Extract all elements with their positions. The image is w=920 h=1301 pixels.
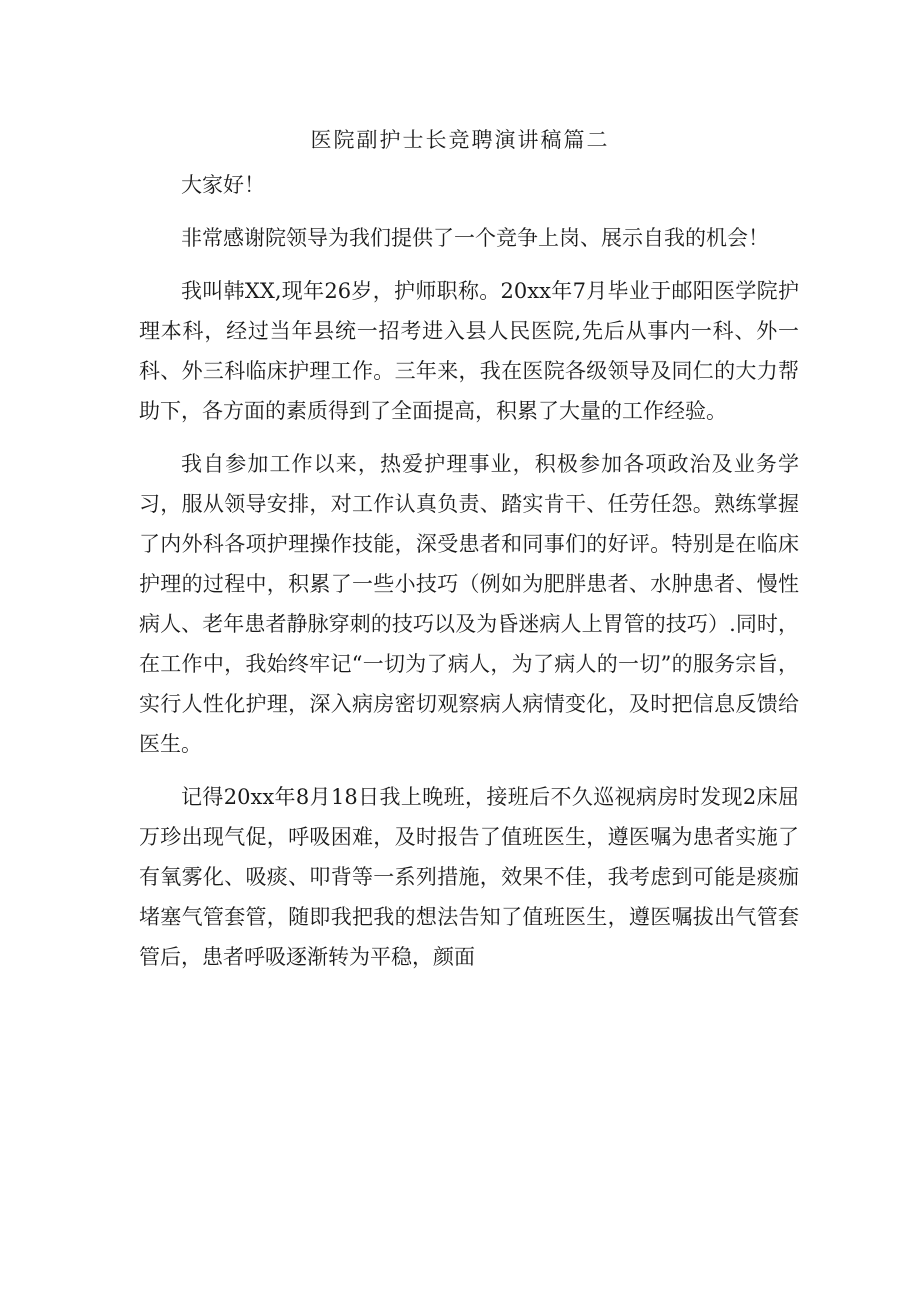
paragraph-introduction: 我叫韩XX,现年26岁，护师职称。20xx年7月毕业于邮阳医学院护理本科，经过当年县统一招考进入县人民医院,先后从事内一科、外一科、外三科临床护理工作。三年来，我在医院各级领导及同仁的大力帮助下，各方面的素质得到了全面提高，积累了大量的工作经验。 [139, 279, 799, 423]
paragraph-greeting: 大家好！ [181, 173, 265, 197]
document-body [139, 165, 799, 990]
paragraph-work-experience: 我自参加工作以来，热爱护理事业，积极参加各项政治及业务学习，服从领导安排，对工作认真负责、踏实肯干、任劳任怨。熟练掌握了内外科各项护理操作技能，深受患者和同事们的好评。特别是在临床护理的过程中，积累了一些小技巧（例如为肥胖患者、水肿患者、慢性病人、老年患者静脉穿刺的技巧以及为昏迷病人上胃管的技巧）.同时，在工作中，我始终牢记“一切为了病人，为了病人的一切”的服务宗旨，实行人性化护理，深入病房密切观察病人病情变化，及时把信息反馈给医生。 [139, 452, 799, 756]
document-title: 医院副护士长竞聘演讲稿篇二 [310, 128, 610, 152]
paragraph-thanks: 非常感谢院领导为我们提供了一个竞争上岗、展示自我的机会！ [181, 226, 769, 250]
paragraph-case-example: 记得20xx年8月18日我上晚班，接班后不久巡视病房时发现2床屈万珍出现气促，呼吸困难，及时报告了值班医生，遵医嘱为患者实施了有氧雾化、吸痰、叩背等一系列措施，效果不佳，我考虑到可能是痰痂堵塞气管套管，随即我把我的想法告知了值班医生，遵医嘱拔出气管套管后，患者呼吸逐渐转为平稳，颜面 [139, 785, 799, 969]
